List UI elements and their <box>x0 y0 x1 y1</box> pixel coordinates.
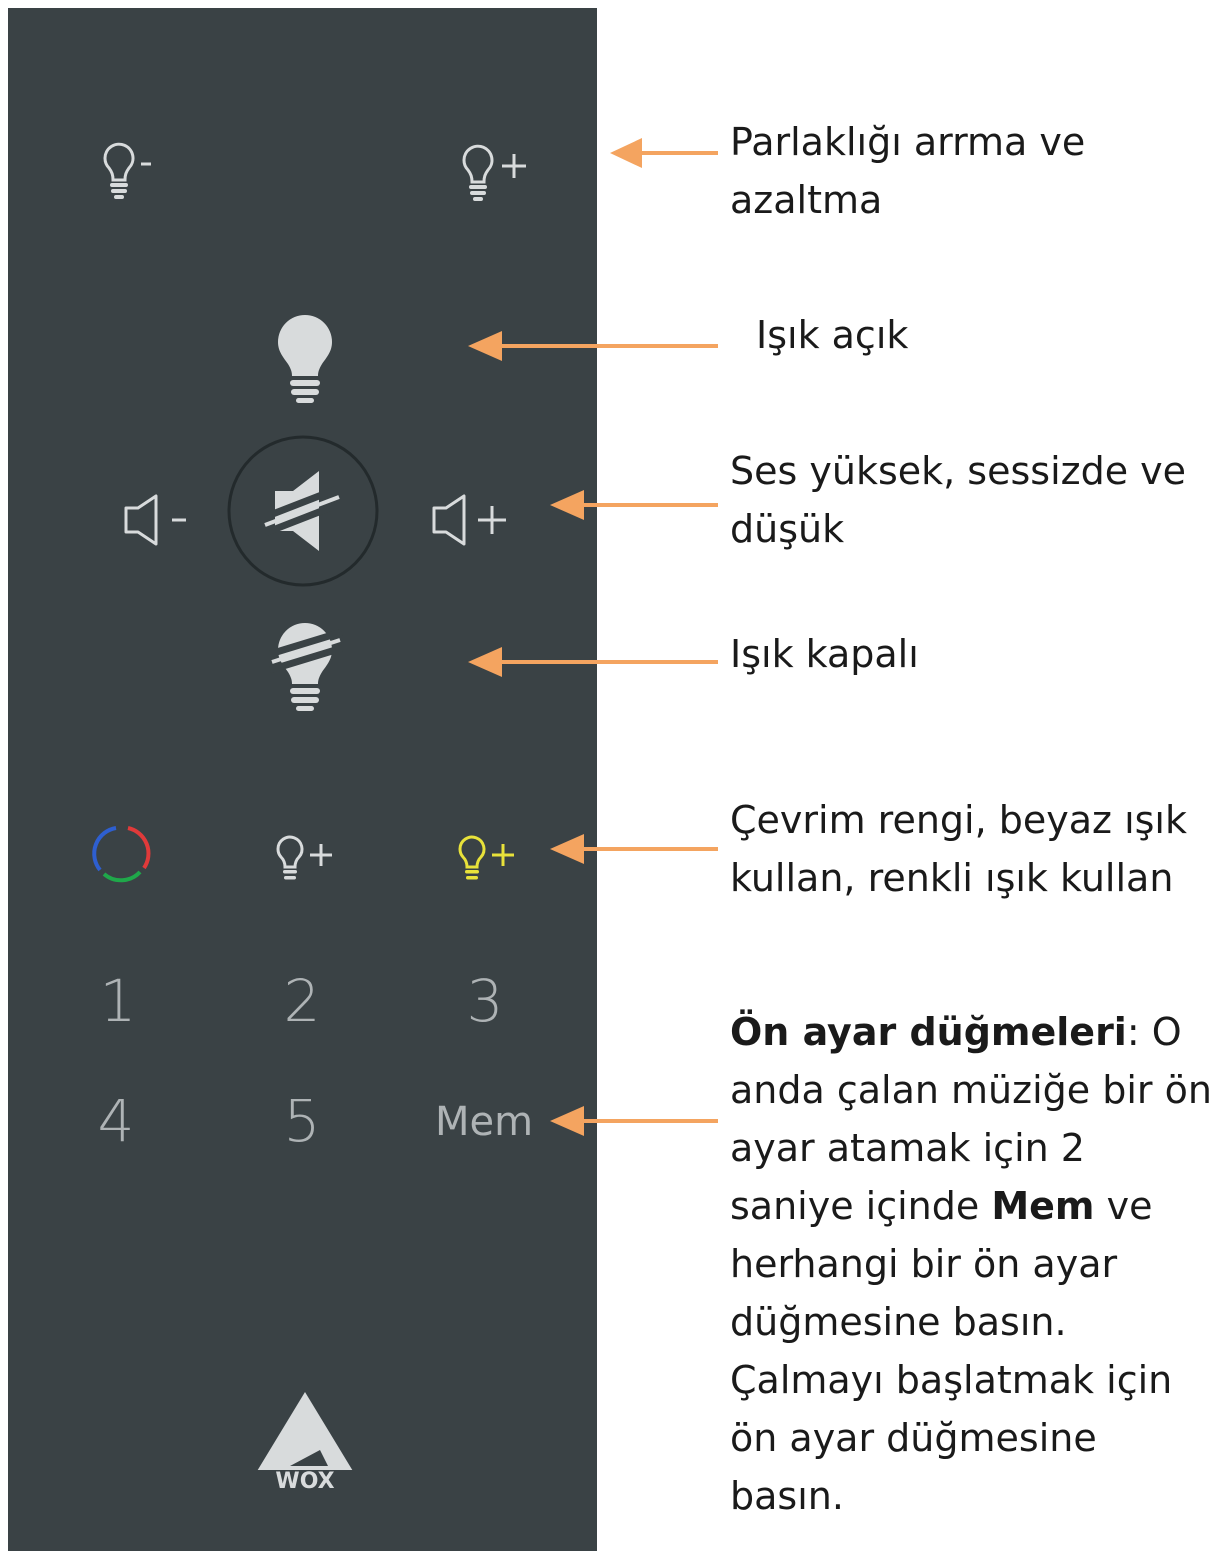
preset-button-1[interactable]: 1 <box>99 967 137 1035</box>
arrow-presets <box>550 1106 718 1136</box>
preset-button-2[interactable]: 2 <box>283 967 321 1035</box>
label-light-off: Işık kapalı <box>730 632 919 676</box>
arrow-color <box>550 834 718 864</box>
arrow-light-on <box>468 331 718 361</box>
label-presets: Ön ayar düğmeleri: O anda çalan müziğe bir ön ayar atamak için 2 saniye içinde Mem ve herhangi bir ön ayar düğmesine basın. Çalmayı başlatmak için ön ayar düğmesine basın. <box>730 1010 1212 1518</box>
preset-title: Ön ayar düğmeleri <box>730 1010 1127 1054</box>
label-volume: Ses yüksek, sessizde ve düşük <box>730 449 1187 551</box>
preset-button-5[interactable]: 5 <box>283 1087 321 1155</box>
label-light-on: Işık açık <box>756 313 909 357</box>
logo-text: WOX <box>275 1469 335 1494</box>
label-color: Çevrim rengi, beyaz ışık kullan, renkli ışık kullan <box>730 798 1187 900</box>
preset-button-4[interactable]: 4 <box>97 1087 135 1155</box>
preset-button-3[interactable]: 3 <box>466 967 504 1035</box>
arrow-brightness <box>610 138 718 168</box>
arrow-light-off <box>468 647 718 677</box>
label-brightness: Parlaklığı arrma ve azaltma <box>730 120 1086 222</box>
mem-button[interactable]: Mem <box>434 1099 534 1145</box>
arrow-volume <box>550 490 718 520</box>
